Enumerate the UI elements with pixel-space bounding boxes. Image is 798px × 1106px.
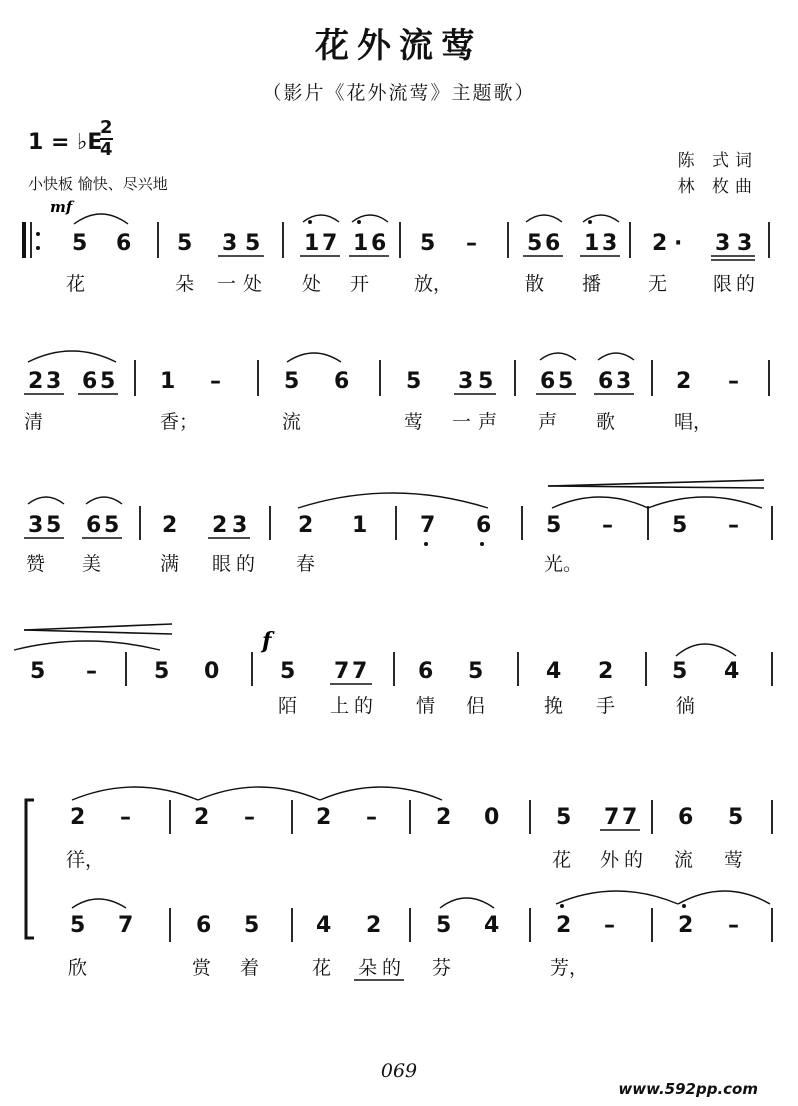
repeat-dot [36,232,40,236]
note: 2 [366,913,382,938]
time-signature-bottom: 4 [100,139,113,160]
lyric: 莺 [404,411,424,433]
slur [14,641,160,650]
note: 6 [545,231,561,256]
lyric: 散 [525,273,545,295]
lyric: 赏 [192,957,212,979]
note: 1 [352,513,368,538]
lyric: 的 [382,957,402,979]
lyric: 上 [330,695,350,717]
note: 5 [72,231,88,256]
note: 1 [160,369,176,394]
slur [28,497,64,504]
note: 4 [484,913,500,938]
note: 2 [598,659,614,684]
note: 1 [353,231,369,256]
note: 0 [484,805,500,830]
note: – [728,513,739,538]
note: 5 [672,659,688,684]
note: 5 [728,805,744,830]
lyric: 清 [24,411,44,433]
note: 5 [30,659,46,684]
note: 2 [212,513,228,538]
lyric: 朵 [175,273,195,295]
lyric: 芬 [432,957,452,979]
lyric: 歌 [596,411,616,433]
note: · [674,231,683,256]
slur [598,353,634,360]
note: 6 [678,805,694,830]
slur [556,891,678,904]
note: 3 [28,513,44,538]
note: 5 [406,369,422,394]
note: 2 [652,231,668,256]
lyric: 放， [414,273,453,295]
note: 2 [298,513,314,538]
lyric: 声 [538,411,558,433]
lyric: 处 [302,273,322,295]
lyric: 的 [236,553,256,575]
note: 5 [672,513,688,538]
note: 6 [540,369,556,394]
slur [74,214,128,224]
note: 5 [546,513,562,538]
slur [86,497,122,504]
note: – [728,913,739,938]
note: 5 [478,369,494,394]
repeat-dot [36,246,40,250]
slur [198,787,320,800]
note: 3 [715,231,731,256]
note: 7 [622,805,638,830]
crescendo-line [24,630,172,634]
note: 7 [352,659,368,684]
note: 6 [196,913,212,938]
note: 3 [458,369,474,394]
note: 4 [724,659,740,684]
lyric: 眼 [212,553,232,575]
note: 2 [678,913,694,938]
note: 5 [100,369,116,394]
lyric: 花 [312,957,332,979]
note: 2 [556,913,572,938]
note: 6 [598,369,614,394]
octave-dot [357,220,361,224]
lyric: 处 [243,273,263,295]
note: 2 [316,805,332,830]
note: 2 [194,805,210,830]
slur [287,353,341,362]
note: 6 [82,369,98,394]
note: 5 [284,369,300,394]
lyric: 着 [240,957,260,979]
note: 4 [546,659,562,684]
note: 6 [334,369,350,394]
lyric: 徜 [676,695,696,717]
note: 5 [70,913,86,938]
slur [552,497,648,508]
note: 2 [676,369,692,394]
note: 2 [162,513,178,538]
slur [526,215,562,222]
lyric: 满 [160,553,180,575]
lyric: 一 [217,273,237,295]
note: 5 [46,513,62,538]
slur [648,497,762,508]
lyric: 限 [713,273,733,295]
slur [678,891,770,904]
low-octave-dot [480,542,484,546]
crescendo-line [548,486,764,488]
lyric: 声 [478,411,498,433]
note: 3 [602,231,618,256]
lyricist-credit: 陈 式词 [677,151,758,171]
note: – [86,659,97,684]
lyric: 的 [354,695,374,717]
note: 6 [476,513,492,538]
slur [28,351,116,362]
note: 5 [527,231,543,256]
lyric: 播 [582,273,602,295]
note: 3 [46,369,62,394]
slur [320,787,442,800]
slur [540,353,576,360]
note: – [728,369,739,394]
key-signature: 1 = ♭E [28,130,103,155]
lyric: 香； [160,411,199,433]
slur [298,493,488,508]
note: 1 [304,231,320,256]
line-4 [14,624,772,717]
note: 5 [244,913,260,938]
note: 2 [70,805,86,830]
composer-credit: 林 枚曲 [677,177,758,197]
note: 7 [604,805,620,830]
line-1 [24,214,769,295]
page-number: 069 [380,1060,418,1082]
lyric: 情 [416,695,436,717]
note: 5 [468,659,484,684]
note: 6 [371,231,387,256]
note: 0 [204,659,220,684]
note: 6 [86,513,102,538]
slur [72,787,198,800]
lyric: 侣 [466,695,486,717]
system-bracket [26,800,34,938]
note: 6 [116,231,132,256]
lyric: 的 [624,849,644,871]
note: 6 [418,659,434,684]
dynamic-f: f [262,628,272,654]
note: – [602,513,613,538]
lyric: 挽 [544,695,564,717]
line-5 [66,787,772,871]
note: – [366,805,377,830]
slur [72,899,126,908]
line-2 [24,351,769,433]
lyric: 外 [600,849,620,871]
lyric: 手 [596,695,616,717]
lyric: 春 [296,553,316,575]
dynamic-mf: mf [50,198,73,216]
note: 5 [420,231,436,256]
note: 3 [616,369,632,394]
note: 7 [334,659,350,684]
lyric: 芳， [550,957,589,979]
note: 3 [222,231,238,256]
lyric: 朵 [358,957,378,979]
lyric: 徉， [66,849,105,871]
note: 5 [436,913,452,938]
lyric: 流 [674,849,694,871]
octave-dot [682,904,686,908]
slur [440,898,494,908]
lyric: 赞 [26,553,46,575]
lyric: 一 [452,411,472,433]
note: 7 [420,513,436,538]
low-octave-dot [424,542,428,546]
lyric: 花 [552,849,572,871]
note: 5 [558,369,574,394]
note: 2 [436,805,452,830]
page-title: 花外流莺 [315,26,483,66]
note: – [466,231,477,256]
note: – [244,805,255,830]
note: – [210,369,221,394]
lyric: 无 [648,273,668,295]
lyric: 花 [66,273,86,295]
lyric: 的 [736,273,756,295]
octave-dot [308,220,312,224]
crescendo-line [24,624,172,630]
note: 5 [280,659,296,684]
note: 7 [118,913,134,938]
note: – [604,913,615,938]
lyric: 光。 [544,553,583,575]
note: 4 [316,913,332,938]
note: 5 [245,231,261,256]
lyric: 欣 [68,957,88,979]
tempo-marking: 小快板 愉快、尽兴地 [28,175,168,193]
note: 5 [556,805,572,830]
lyric: 美 [82,553,102,575]
note: 7 [322,231,338,256]
lyric: 流 [282,411,302,433]
note: 2 [28,369,44,394]
note: 3 [737,231,753,256]
time-signature-top: 2 [100,117,113,138]
note: 5 [104,513,120,538]
note: 1 [584,231,600,256]
octave-dot [588,220,592,224]
line-6 [68,891,772,980]
note: 3 [232,513,248,538]
crescendo-line [548,480,764,486]
lyric: 开 [350,273,370,295]
lyric: 陌 [278,695,298,717]
note: 5 [177,231,193,256]
lyric: 唱， [674,411,713,433]
slur [676,644,736,656]
note: 5 [154,659,170,684]
subtitle: （影片《花外流莺》主题歌） [262,82,536,104]
website-watermark: www.592pp.com [618,1080,758,1098]
line-3 [24,480,772,575]
note: – [120,805,131,830]
octave-dot [560,904,564,908]
lyric: 莺 [724,849,744,871]
